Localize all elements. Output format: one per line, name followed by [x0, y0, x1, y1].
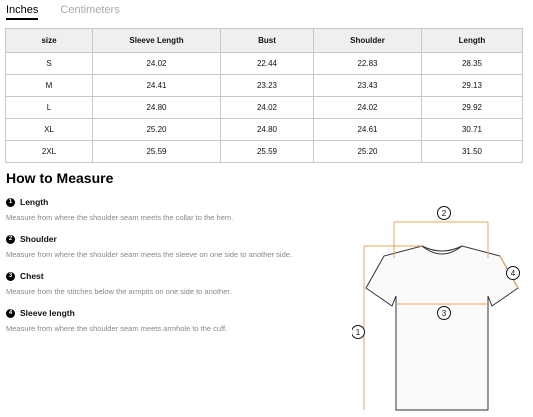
cell-length: 31.50: [422, 141, 523, 163]
marker-1-label: 1: [355, 328, 361, 337]
step-length: [6, 195, 366, 209]
cell-shoulder: 25.20: [314, 141, 422, 163]
cell-sleeve-length: 24.80: [93, 97, 221, 119]
header-bust: Bust: [221, 29, 314, 53]
table-row: [6, 75, 523, 97]
cell-shoulder: 24.61: [314, 119, 422, 141]
step-number-badge: 4: [6, 309, 15, 318]
table-row: [6, 141, 523, 163]
cell-bust: 23.23: [221, 75, 314, 97]
header-length: Length: [422, 29, 523, 53]
size-chart-table: [5, 28, 523, 163]
tab-centimeters[interactable]: Centimeters: [60, 4, 120, 16]
marker-2-label: 2: [441, 209, 447, 218]
step-title: Sleeve length: [20, 308, 75, 318]
cell-bust: 24.80: [221, 119, 314, 141]
cell-bust: 25.59: [221, 141, 314, 163]
table-header-row: [6, 29, 523, 53]
marker-1: [352, 326, 365, 339]
step-chest: [6, 269, 366, 283]
cell-sleeve-length: 25.20: [93, 119, 221, 141]
measure-steps: [6, 195, 366, 343]
cell-bust: 24.02: [221, 97, 314, 119]
cell-size: S: [6, 53, 93, 75]
cell-length: 30.71: [422, 119, 523, 141]
table-row: [6, 97, 523, 119]
step-description: Measure from the stitches below the armpits on one side to another.: [6, 287, 232, 296]
marker-2: [438, 207, 451, 220]
unit-tabs: [6, 0, 142, 22]
step-shoulder: [6, 232, 366, 246]
table-row: [6, 119, 523, 141]
step-title: Chest: [20, 271, 44, 281]
cell-sleeve-length: 24.41: [93, 75, 221, 97]
step-number-badge: 2: [6, 235, 15, 244]
cell-sleeve-length: 25.59: [93, 141, 221, 163]
marker-3: [438, 307, 451, 320]
tab-inches[interactable]: Inches: [6, 0, 38, 20]
cell-shoulder: 24.02: [314, 97, 422, 119]
how-to-measure-title: How to Measure: [6, 170, 114, 186]
step-sleeve-length: [6, 306, 366, 320]
table-row: [6, 53, 523, 75]
step-description: Measure from where the shoulder seam meets armhole to the cuff.: [6, 324, 228, 333]
header-shoulder: Shoulder: [314, 29, 422, 53]
step-number-badge: 3: [6, 272, 15, 281]
step-title: Shoulder: [20, 234, 57, 244]
cell-size: L: [6, 97, 93, 119]
cell-shoulder: 23.43: [314, 75, 422, 97]
cell-length: 29.92: [422, 97, 523, 119]
step-number-badge: 1: [6, 198, 15, 207]
cell-size: 2XL: [6, 141, 93, 163]
cell-size: XL: [6, 119, 93, 141]
marker-4-label: 4: [510, 269, 516, 278]
step-description: Measure from where the shoulder seam meets the collar to the hem.: [6, 213, 234, 222]
tshirt-outline: [366, 246, 518, 410]
header-sleeve-length: Sleeve Length: [93, 29, 221, 53]
marker-3-label: 3: [441, 309, 447, 318]
cell-length: 29.13: [422, 75, 523, 97]
tshirt-measure-diagram: [352, 200, 530, 415]
cell-length: 28.35: [422, 53, 523, 75]
marker-4: [507, 267, 520, 280]
cell-shoulder: 22.83: [314, 53, 422, 75]
cell-sleeve-length: 24.02: [93, 53, 221, 75]
header-size: size: [6, 29, 93, 53]
cell-bust: 22.44: [221, 53, 314, 75]
cell-size: M: [6, 75, 93, 97]
step-title: Length: [20, 197, 49, 207]
step-description: Measure from where the shoulder seam meets the sleeve on one side to another side.: [6, 250, 292, 259]
